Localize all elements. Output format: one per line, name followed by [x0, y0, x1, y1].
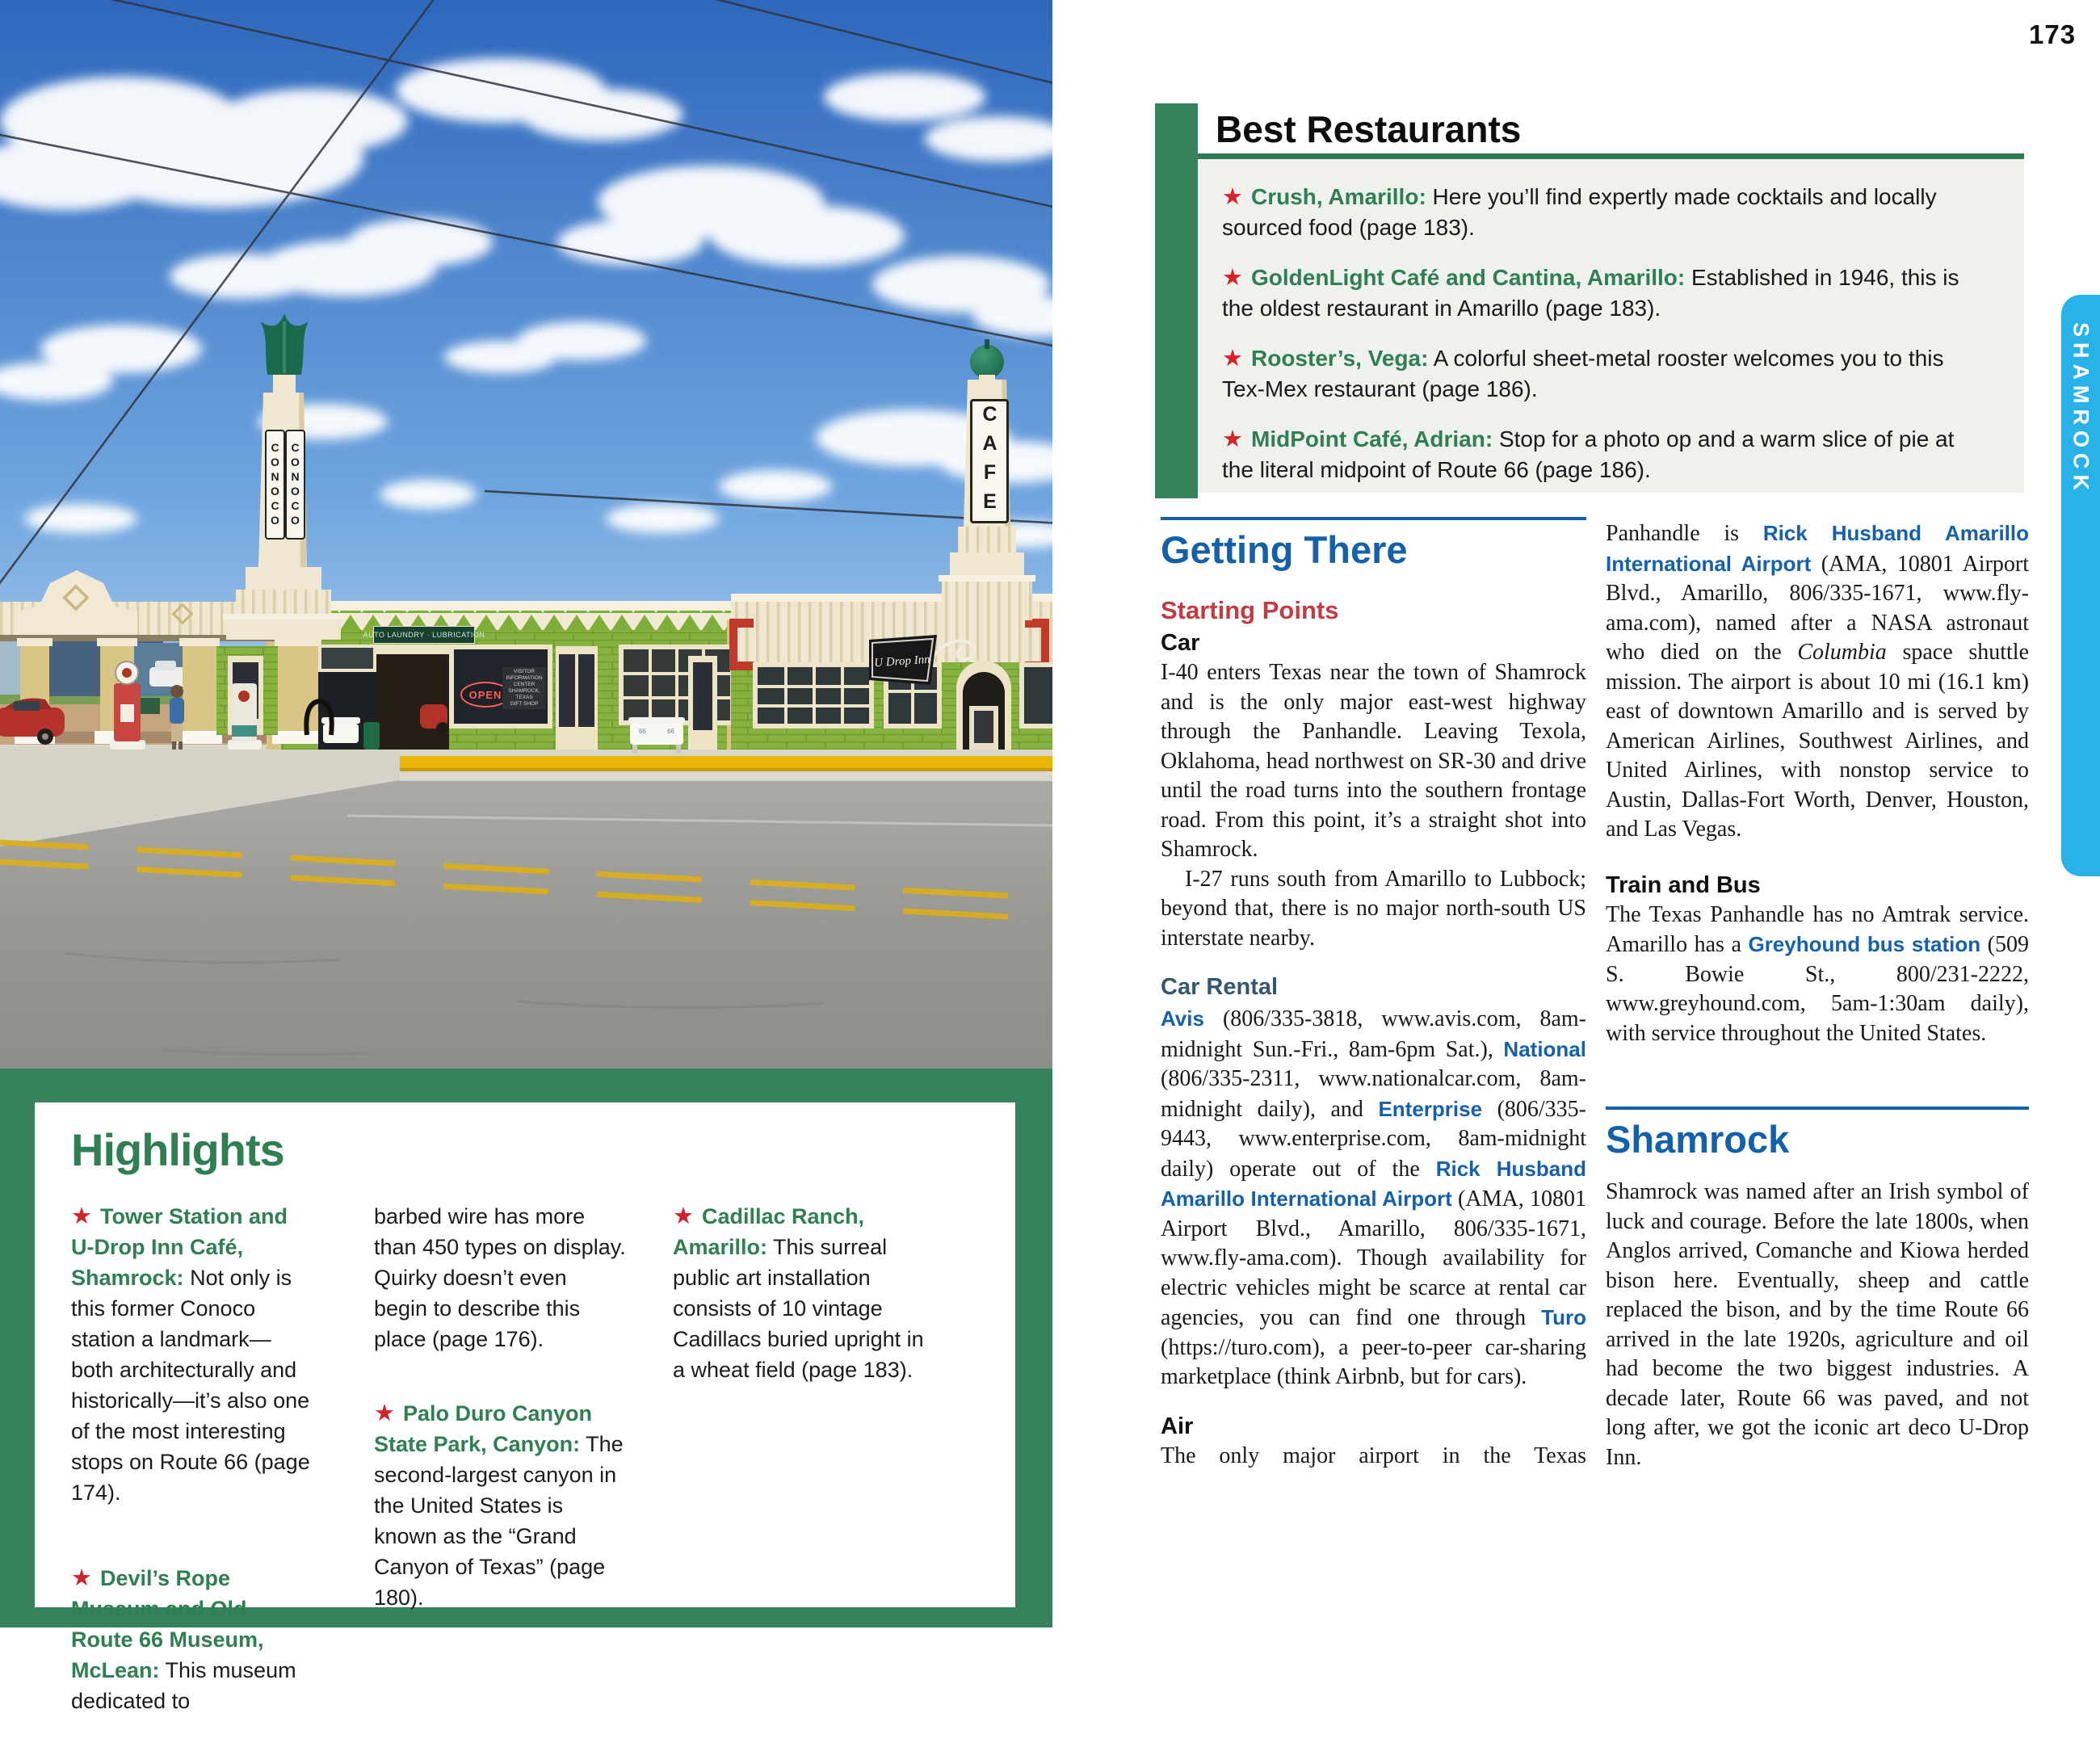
highlight-name: Devil’s Rope Museum and Old Route 66 Museum, McLean:	[71, 1566, 264, 1682]
visitor-center-sign	[502, 667, 546, 709]
best-restaurants-title: Best Restaurants	[1216, 108, 1522, 150]
open-neon-sign: OPEN	[460, 682, 510, 708]
best-restaurant-roosters	[1222, 343, 1990, 404]
highlight-name: Cadillac Ranch, Amarillo:	[673, 1204, 865, 1259]
conoco-sign: CONOCO	[265, 430, 285, 540]
restaurant-text: Stop for a photo op and a warm slice of pie at the literal midpoint of Route 66 (page 186).	[1222, 426, 1955, 482]
bench-66-right: 66	[667, 727, 674, 735]
highlight-text: barbed wire has more than 450 types on display. Quirky doesn’t even begin to describe this place (page 176).	[374, 1204, 626, 1351]
visitor-sign-line: VISITOR	[514, 669, 535, 674]
restaurant-name: Crush, Amarillo:	[1251, 184, 1426, 209]
ground	[0, 732, 1052, 1069]
best-restaurants-content	[1198, 159, 2024, 493]
highlight-name: Tower Station and U-Drop Inn Café, Shamrock:	[71, 1204, 288, 1290]
side-tab-label: SHAMROCK	[2068, 322, 2094, 496]
star-icon: ★	[1222, 265, 1243, 291]
conoco-sign-side: CONOCO	[285, 430, 305, 540]
shamrock-rule	[1606, 1107, 2029, 1110]
photo-tower-station-u-drop-inn	[0, 0, 1052, 1069]
restaurant-name: MidPoint Café, Adrian:	[1251, 426, 1493, 451]
highlights-column-2	[374, 1201, 626, 1644]
train-and-bus-paragraph: The Texas Panhandle has no Amtrak service. Amarillo has a Greyhound bus station (509 S. Bowie St., 800/231-2222, www.greyhound.com, 5am-1:30am daily), with service throughout the United States.	[1606, 901, 2029, 1046]
visitor-sign-line: GIFT SHOP	[510, 701, 539, 707]
restaurant-text: Here you’ll find expertly made cocktails and locally sourced food (page 183).	[1222, 184, 1937, 240]
best-restaurants-box	[1155, 103, 2024, 498]
shamrock-paragraph: Shamrock was named after an Irish symbol of luck and courage. Before the late 1800s, when Anglos arrived, Comanche and Kiowa herded bison here. Eventually, sheep and cattle replaced the bison, and by the time Route 66 arrived in the late 1920s, agriculture and oil had become the two biggest industries. A decade later, Route 66 was paved, and not long after, we got the iconic art deco U-Drop Inn.	[1606, 1179, 2029, 1470]
starting-points-subhead: Starting Points	[1161, 596, 1339, 624]
highlight-text: This surreal public art installation consists of 10 vintage Cadillacs buried upright in a wheat field (page 183).	[673, 1235, 924, 1382]
car-rental-subhead: Car Rental	[1161, 974, 1279, 1000]
photo-illustration	[0, 0, 1052, 1069]
car-rental-paragraph: Avis (806/335-3818, www.avis.com, 8am-midnight Sun.-Fri., 8am-6pm Sat.), National (806/335-2311, www.nationalcar.com, 8am-midnight daily), and Enterprise (806/335-9443, www.enterprise.com, 8am-midnight daily) operate out of the Rick Husband Amarillo International Airport (AMA, 10801 Airport Blvd., Amarillo, 806/335-1671, www.fly-ama.com). Though availability for electric vehicles might be scarce at rental car agencies, you can find one through Turo (https://turo.com), a peer-to-peer car-sharing marketplace (think Airbnb, but for cars).	[1161, 1006, 1586, 1389]
best-restaurant-crush	[1222, 182, 1990, 242]
highlight-text: Not only is this former Conoco station a landmark—both architecturally and historically—it’s also one of the most interesting stops on Route 66 (page 174).	[71, 1266, 310, 1505]
highlights-panel	[0, 1069, 1052, 1713]
highlight-item-palo-duro	[374, 1398, 626, 1613]
airport-paragraph: Panhandle is Rick Husband Amarillo International Airport (AMA, 10801 Airport Blvd., Amarillo, 806/335-1671, www.fly-ama.com), named after a NASA astronaut who died on the Columbia space shuttle mission. The airport is about 10 mi (16.1 km) east of downtown Amarillo and is served by American Airlines, Southwest Airlines, and United Airlines, with nonstop service to Austin, Dallas-Fort Worth, Denver, Houston, and Las Vegas.	[1606, 521, 2030, 842]
restaurant-name: GoldenLight Café and Cantina, Amarillo:	[1251, 265, 1686, 290]
visitor-sign-line: INFORMATION CENTER	[506, 675, 543, 687]
highlight-item-devils-rope	[71, 1563, 310, 1716]
star-icon: ★	[71, 1565, 92, 1591]
star-icon: ★	[673, 1203, 694, 1229]
star-icon: ★	[1222, 426, 1243, 452]
page-number: 173	[2029, 19, 2077, 49]
highlights-box	[35, 1102, 1015, 1713]
article-column-left	[1161, 517, 1586, 1471]
getting-there-heading: Getting There	[1161, 528, 1408, 571]
best-restaurants-rule	[1198, 153, 2024, 159]
car-subhead: Car	[1161, 630, 1200, 656]
bench-66-left: 66	[639, 727, 646, 735]
cafe-sign: CAFE	[970, 399, 1009, 523]
restaurant-name: Rooster’s, Vega:	[1251, 346, 1429, 371]
air-paragraph: The only major airport in the Texas	[1161, 1443, 1586, 1468]
highlight-text: The second-largest canyon in the United States is known as the “Grand Canyon of Texas” (page 180).	[374, 1432, 624, 1610]
car-paragraph-1: I-40 enters Texas near the town of Shamrock and is the only major east-west highway through the Panhandle. Leaving Texola, Oklahoma, head northwest on SR-30 and drive until the road turns into the southern frontage road. From this point, it’s a straight shot into Shamrock.	[1161, 660, 1586, 862]
star-icon: ★	[1222, 346, 1243, 372]
highlight-item-cadillac-ranch	[673, 1201, 926, 1385]
highlight-item-tower-station	[71, 1201, 310, 1508]
article-column-right	[1606, 517, 2029, 1472]
restaurant-text: A colorful sheet-metal rooster welcomes you to this Tex-Mex restaurant (page 186).	[1222, 346, 1944, 401]
u-drop-inn-sign: U Drop Inn	[873, 653, 931, 670]
person	[170, 685, 184, 750]
best-restaurant-midpoint	[1222, 424, 1990, 485]
car-paragraph-2: I-27 runs south from Amarillo to Lubbock; beyond that, there is no major north-south US interstate nearby.	[1161, 866, 1586, 951]
best-restaurant-goldenlight	[1222, 262, 1990, 323]
star-icon: ★	[71, 1203, 92, 1229]
restaurant-text: Established in 1946, this is the oldest restaurant in Amarillo (page 183).	[1222, 265, 1959, 321]
best-restaurants-green-bar	[1155, 103, 1198, 498]
star-icon: ★	[1222, 184, 1243, 210]
train-and-bus-subhead: Train and Bus	[1606, 871, 1761, 898]
side-tab-shamrock	[2061, 295, 2100, 876]
highlight-name: Palo Duro Canyon State Park, Canyon:	[374, 1401, 593, 1456]
route-66-bench-label	[631, 724, 682, 737]
highlights-title: Highlights	[71, 1124, 284, 1175]
star-icon: ★	[374, 1401, 395, 1426]
getting-there-rule	[1161, 517, 1586, 520]
auto-laundry-sign: AUTO LAUNDRY · LUBRICATION	[373, 626, 475, 644]
highlights-column-3	[673, 1201, 926, 1416]
shamrock-heading: Shamrock	[1606, 1118, 1790, 1161]
highlights-column-1	[71, 1201, 310, 1747]
air-subhead: Air	[1161, 1413, 1194, 1439]
highlight-text: This museum dedicated to	[71, 1658, 296, 1713]
highlight-item-continuation	[374, 1201, 626, 1354]
visitor-sign-line: SHAMROCK, TEXAS	[508, 688, 540, 700]
